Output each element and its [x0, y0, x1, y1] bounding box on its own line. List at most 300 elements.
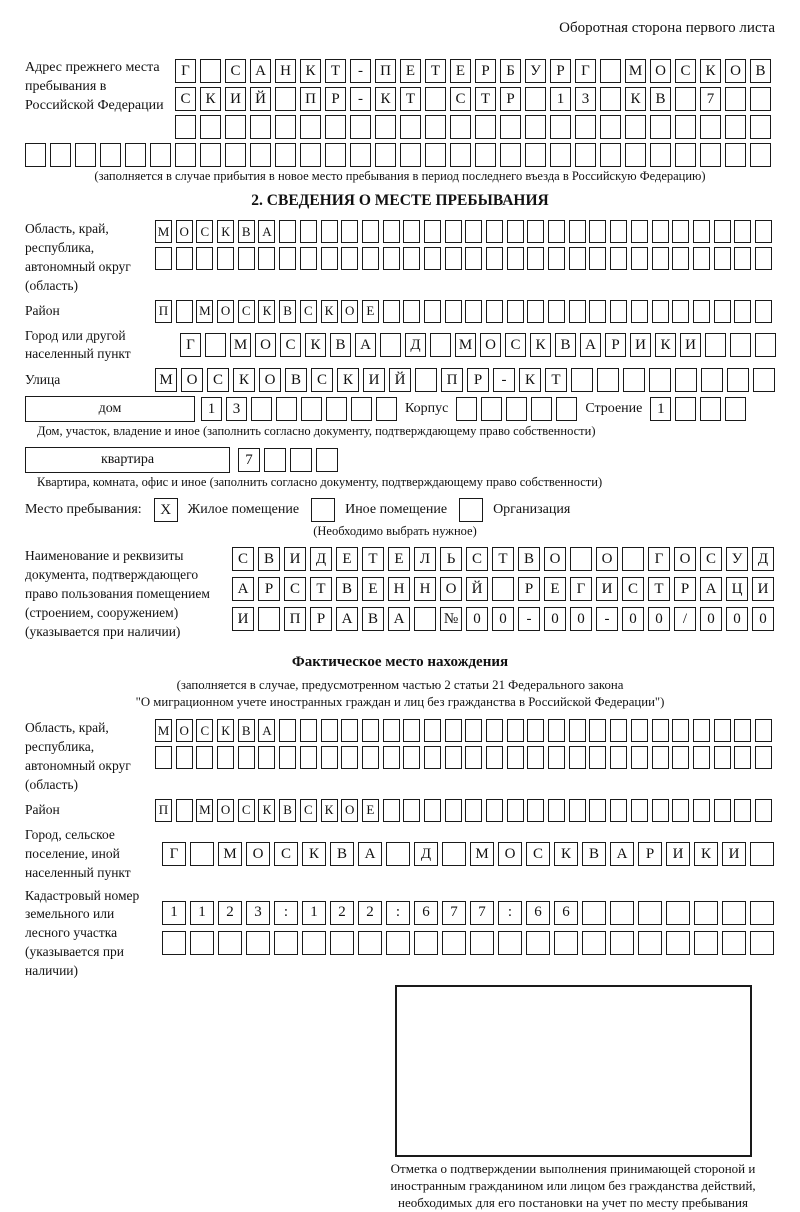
prev-address-label: Адрес прежнего места пребывания в Российской Федерации [25, 60, 164, 113]
char-cell: М [470, 842, 494, 866]
char-cell [675, 87, 696, 111]
char-cell: О [181, 368, 203, 392]
char-cell: С [196, 220, 213, 243]
char-row-doc-1 [232, 547, 774, 571]
char-cell [693, 719, 710, 742]
char-cell [693, 220, 710, 243]
char-cell [424, 220, 441, 243]
document-label: Наименование и реквизиты документа, подтверждающего право пользования помещением (строением, сооружением) (указывается при наличии) [25, 548, 210, 639]
char-cell [506, 397, 527, 421]
char-cell [672, 719, 689, 742]
char-cell [450, 143, 471, 167]
char-cell [500, 115, 521, 139]
char-cell [217, 746, 234, 769]
char-cell [325, 143, 346, 167]
char-cell [582, 931, 606, 955]
char-cell [569, 799, 586, 822]
char-cell [652, 799, 669, 822]
char-cell: П [300, 87, 321, 111]
char-cell: С [700, 547, 722, 571]
char-cell: 0 [648, 607, 670, 631]
char-cell [507, 247, 524, 270]
actual-location-title: Фактическое место нахождения [291, 653, 509, 670]
char-cell: У [525, 59, 546, 83]
char-cell [714, 220, 731, 243]
char-cell: 0 [752, 607, 774, 631]
char-row-region-1 [155, 220, 772, 243]
char-cell [400, 143, 421, 167]
char-cell: Р [467, 368, 489, 392]
char-cell: О [674, 547, 696, 571]
char-cell: Н [388, 577, 410, 601]
char-cell [190, 931, 214, 955]
char-cell: И [232, 607, 254, 631]
char-cell: К [233, 368, 255, 392]
char-cell: И [752, 577, 774, 601]
char-cell: Е [450, 59, 471, 83]
char-row-doc-2 [232, 577, 774, 601]
char-cell: И [680, 333, 701, 357]
char-cell [569, 719, 586, 742]
char-cell: Т [362, 547, 384, 571]
char-cell: 0 [622, 607, 644, 631]
prev-address-cells [175, 59, 771, 139]
char-cell: А [258, 220, 275, 243]
char-cell: Р [550, 59, 571, 83]
char-cell: И [284, 547, 306, 571]
char-cell: Р [475, 59, 496, 83]
char-cell [225, 115, 246, 139]
char-cell: Т [545, 368, 567, 392]
char-cell [486, 247, 503, 270]
char-cell: И [630, 333, 651, 357]
char-cell [610, 746, 627, 769]
char-cell [341, 220, 358, 243]
char-cell: С [450, 87, 471, 111]
char-cell [424, 799, 441, 822]
char-cell [302, 931, 326, 955]
stay-option-residential [154, 498, 299, 522]
char-cell: Й [466, 577, 488, 601]
char-cell [325, 115, 346, 139]
char-cell [445, 300, 462, 323]
char-cell: 7 [700, 87, 721, 111]
char-cell: К [258, 300, 275, 323]
char-cell [383, 719, 400, 742]
char-cell [675, 143, 696, 167]
char-cell [672, 300, 689, 323]
char-cell: К [217, 719, 234, 742]
char-cell: 2 [358, 901, 382, 925]
char-cell [556, 397, 577, 421]
char-cell [486, 746, 503, 769]
char-cell [238, 746, 255, 769]
char-cell [375, 115, 396, 139]
char-cell [300, 220, 317, 243]
char-cell [652, 300, 669, 323]
char-cell [362, 220, 379, 243]
house-row [25, 396, 775, 422]
char-cell [155, 247, 172, 270]
char-cell [383, 220, 400, 243]
char-cell [442, 931, 466, 955]
char-cell [672, 746, 689, 769]
char-cell [755, 220, 772, 243]
char-cell: А [250, 59, 271, 83]
char-cell: 1 [201, 397, 222, 421]
char-cell [155, 746, 172, 769]
char-cell [589, 220, 606, 243]
char-cell [554, 931, 578, 955]
char-cell: Ь [440, 547, 462, 571]
char-cell [383, 799, 400, 822]
char-cell: К [625, 87, 646, 111]
char-cell: В [330, 333, 351, 357]
char-cell: А [336, 607, 358, 631]
char-cell [481, 397, 502, 421]
other-premises-label: Иное помещение [345, 502, 448, 518]
char-cell [196, 746, 213, 769]
stay-option-organization [459, 498, 570, 522]
char-cell [414, 931, 438, 955]
char-cell: С [238, 300, 255, 323]
char-cell [750, 87, 771, 111]
char-cell [600, 115, 621, 139]
char-cell: С [207, 368, 229, 392]
char-cell [383, 247, 400, 270]
char-cell: В [279, 300, 296, 323]
cadastre-block [25, 887, 775, 981]
char-cell: Т [310, 577, 332, 601]
char-cell [279, 220, 296, 243]
char-cell [571, 368, 593, 392]
actual-caption-line2: "О миграционном учете иностранных граждан и лиц без гражданства в Российской Федерации") [135, 695, 665, 710]
char-cell [666, 931, 690, 955]
char-cell [750, 143, 771, 167]
char-cell: М [455, 333, 476, 357]
char-cell: 2 [330, 901, 354, 925]
choose-caption: (Необходимо выбрать нужное) [313, 524, 477, 539]
char-cell [631, 247, 648, 270]
char-cell [400, 115, 421, 139]
char-cell [341, 247, 358, 270]
char-cell: 1 [302, 901, 326, 925]
char-cell [275, 87, 296, 111]
char-cell: С [466, 547, 488, 571]
char-cell [548, 799, 565, 822]
char-cell: Г [570, 577, 592, 601]
char-cell [600, 59, 621, 83]
city-label: Город или другой населенный пункт [25, 327, 131, 362]
char-cell [734, 300, 751, 323]
char-cell [465, 247, 482, 270]
char-cell [750, 901, 774, 925]
char-cell: О [259, 368, 281, 392]
char-cell: О [176, 719, 193, 742]
char-cell [548, 746, 565, 769]
char-cell: - [350, 87, 371, 111]
char-cell: К [217, 220, 234, 243]
char-cell [274, 931, 298, 955]
char-cell [550, 143, 571, 167]
char-row-region2-2 [155, 746, 772, 769]
char-cell [727, 368, 749, 392]
char-cell: К [530, 333, 551, 357]
char-cell: 0 [700, 607, 722, 631]
char-cell: - [350, 59, 371, 83]
char-cell [264, 448, 286, 472]
char-row-doc-3 [232, 607, 774, 631]
char-cell [190, 842, 214, 866]
char-cell [575, 115, 596, 139]
char-cell [403, 247, 420, 270]
char-cell [341, 719, 358, 742]
char-cell [755, 300, 772, 323]
char-cell [415, 368, 437, 392]
char-cell [75, 143, 96, 167]
char-cell [300, 115, 321, 139]
char-cell [470, 931, 494, 955]
char-cell: В [258, 547, 280, 571]
char-cell [734, 799, 751, 822]
char-cell: Д [405, 333, 426, 357]
char-cell: 3 [575, 87, 596, 111]
char-cell: А [580, 333, 601, 357]
char-cell: Й [250, 87, 271, 111]
char-cell [362, 746, 379, 769]
char-cell: В [650, 87, 671, 111]
char-cell [486, 220, 503, 243]
korpus-label: Корпус [405, 401, 449, 417]
char-cell: С [175, 87, 196, 111]
prev-address-block [25, 59, 775, 139]
char-cell: 1 [162, 901, 186, 925]
char-cell: Е [544, 577, 566, 601]
char-cell: Р [518, 577, 540, 601]
char-cell: И [722, 842, 746, 866]
char-cell: 0 [570, 607, 592, 631]
other-premises-checkbox [311, 498, 335, 522]
char-cell [383, 300, 400, 323]
char-cell: Е [362, 799, 379, 822]
char-cell [380, 333, 401, 357]
page-header: Оборотная сторона первого листа [559, 20, 775, 36]
char-cell [600, 87, 621, 111]
region2-block [25, 719, 775, 795]
char-cell [582, 901, 606, 925]
char-cell: Т [400, 87, 421, 111]
char-cell: 3 [226, 397, 247, 421]
char-cell [750, 931, 774, 955]
char-cell: Т [425, 59, 446, 83]
char-cell [341, 746, 358, 769]
char-cell: Г [575, 59, 596, 83]
char-cell [527, 300, 544, 323]
char-cell: С [232, 547, 254, 571]
char-cell [570, 547, 592, 571]
char-cell [445, 247, 462, 270]
char-cell [714, 746, 731, 769]
apartment-caption: Квартира, комната, офис и иное (заполнить согласно документу, подтверждающему право собственности) [37, 475, 603, 490]
char-cell [200, 143, 221, 167]
char-cell: М [155, 719, 172, 742]
char-cell [100, 143, 121, 167]
char-cell [500, 143, 521, 167]
char-row-cadastre-1 [162, 901, 774, 925]
char-cell [750, 115, 771, 139]
char-cell [362, 719, 379, 742]
char-cell: 6 [414, 901, 438, 925]
char-cell [507, 746, 524, 769]
char-cell: С [196, 719, 213, 742]
district-row [25, 300, 775, 323]
char-cell [424, 300, 441, 323]
char-cell: О [255, 333, 276, 357]
char-row-apartment [238, 448, 338, 472]
document-cells [232, 547, 774, 631]
char-cell [225, 143, 246, 167]
char-cell [631, 746, 648, 769]
char-cell: П [284, 607, 306, 631]
char-cell [358, 931, 382, 955]
char-cell: С [300, 300, 317, 323]
char-cell [176, 300, 193, 323]
char-cell: У [726, 547, 748, 571]
char-cell [301, 397, 322, 421]
char-cell: О [725, 59, 746, 83]
region-label: Область, край, республика, автономный округ (область) [25, 221, 131, 293]
char-cell [750, 842, 774, 866]
char-cell: В [555, 333, 576, 357]
char-cell: Г [175, 59, 196, 83]
char-cell: М [218, 842, 242, 866]
char-cell: В [279, 799, 296, 822]
char-cell [300, 746, 317, 769]
char-cell [527, 799, 544, 822]
char-cell: И [596, 577, 618, 601]
char-cell: 6 [554, 901, 578, 925]
street-row [25, 368, 775, 392]
char-cell [498, 931, 522, 955]
char-row-district [155, 300, 772, 323]
char-cell: В [362, 607, 384, 631]
char-cell: К [375, 87, 396, 111]
char-cell [550, 115, 571, 139]
char-cell [445, 220, 462, 243]
char-cell [465, 220, 482, 243]
char-cell [531, 397, 552, 421]
char-cell: Г [648, 547, 670, 571]
char-cell: Р [500, 87, 521, 111]
char-cell: № [440, 607, 462, 631]
char-cell: О [440, 577, 462, 601]
organization-label: Организация [493, 502, 571, 518]
char-cell: К [321, 799, 338, 822]
char-cell: Т [325, 59, 346, 83]
char-cell [610, 719, 627, 742]
char-cell [316, 448, 338, 472]
char-cell: П [375, 59, 396, 83]
char-cell [694, 901, 718, 925]
char-cell [548, 220, 565, 243]
char-cell [258, 746, 275, 769]
char-cell [649, 368, 671, 392]
region-cells [155, 220, 772, 270]
char-cell [290, 448, 312, 472]
char-cell: 0 [466, 607, 488, 631]
char-cell [652, 220, 669, 243]
char-cell: - [596, 607, 618, 631]
char-cell [176, 746, 193, 769]
char-cell: О [341, 799, 358, 822]
char-row-region2-1 [155, 719, 772, 742]
char-cell [456, 397, 477, 421]
char-cell: И [363, 368, 385, 392]
char-cell: К [700, 59, 721, 83]
char-cell [672, 799, 689, 822]
char-cell [246, 931, 270, 955]
char-cell [672, 247, 689, 270]
house-caption: Дом, участок, владение и иное (заполнить согласно документу, подтверждающему право собственности) [37, 424, 596, 439]
char-cell [279, 719, 296, 742]
char-cell: Р [605, 333, 626, 357]
char-cell [25, 143, 46, 167]
char-cell: В [750, 59, 771, 83]
char-cell [425, 115, 446, 139]
actual-location-caption [25, 677, 775, 712]
char-cell [442, 842, 466, 866]
char-cell [589, 799, 606, 822]
char-cell [652, 247, 669, 270]
char-cell [548, 300, 565, 323]
char-cell: Н [275, 59, 296, 83]
apartment-row [25, 447, 775, 473]
char-cell [375, 143, 396, 167]
char-cell: О [217, 300, 234, 323]
char-cell [475, 115, 496, 139]
char-cell: М [196, 799, 213, 822]
char-cell: Е [336, 547, 358, 571]
char-cell [693, 799, 710, 822]
char-cell [376, 397, 397, 421]
char-cell [300, 247, 317, 270]
char-cell [753, 368, 775, 392]
char-row-prev-3 [175, 115, 771, 139]
char-cell: М [155, 220, 172, 243]
char-row-house [201, 397, 397, 421]
char-cell: 1 [650, 397, 671, 421]
char-cell [548, 247, 565, 270]
char-cell: Т [475, 87, 496, 111]
char-cell: М [196, 300, 213, 323]
char-cell: 1 [550, 87, 571, 111]
char-cell [589, 746, 606, 769]
char-cell: В [518, 547, 540, 571]
char-cell [321, 247, 338, 270]
char-cell [175, 143, 196, 167]
char-cell [424, 746, 441, 769]
char-cell: Л [414, 547, 436, 571]
char-cell [693, 746, 710, 769]
char-cell [610, 247, 627, 270]
char-cell [569, 220, 586, 243]
char-cell: С [300, 799, 317, 822]
char-cell: В [330, 842, 354, 866]
char-cell [350, 143, 371, 167]
char-row-prev-2 [175, 87, 771, 111]
char-cell [631, 300, 648, 323]
char-cell [507, 220, 524, 243]
